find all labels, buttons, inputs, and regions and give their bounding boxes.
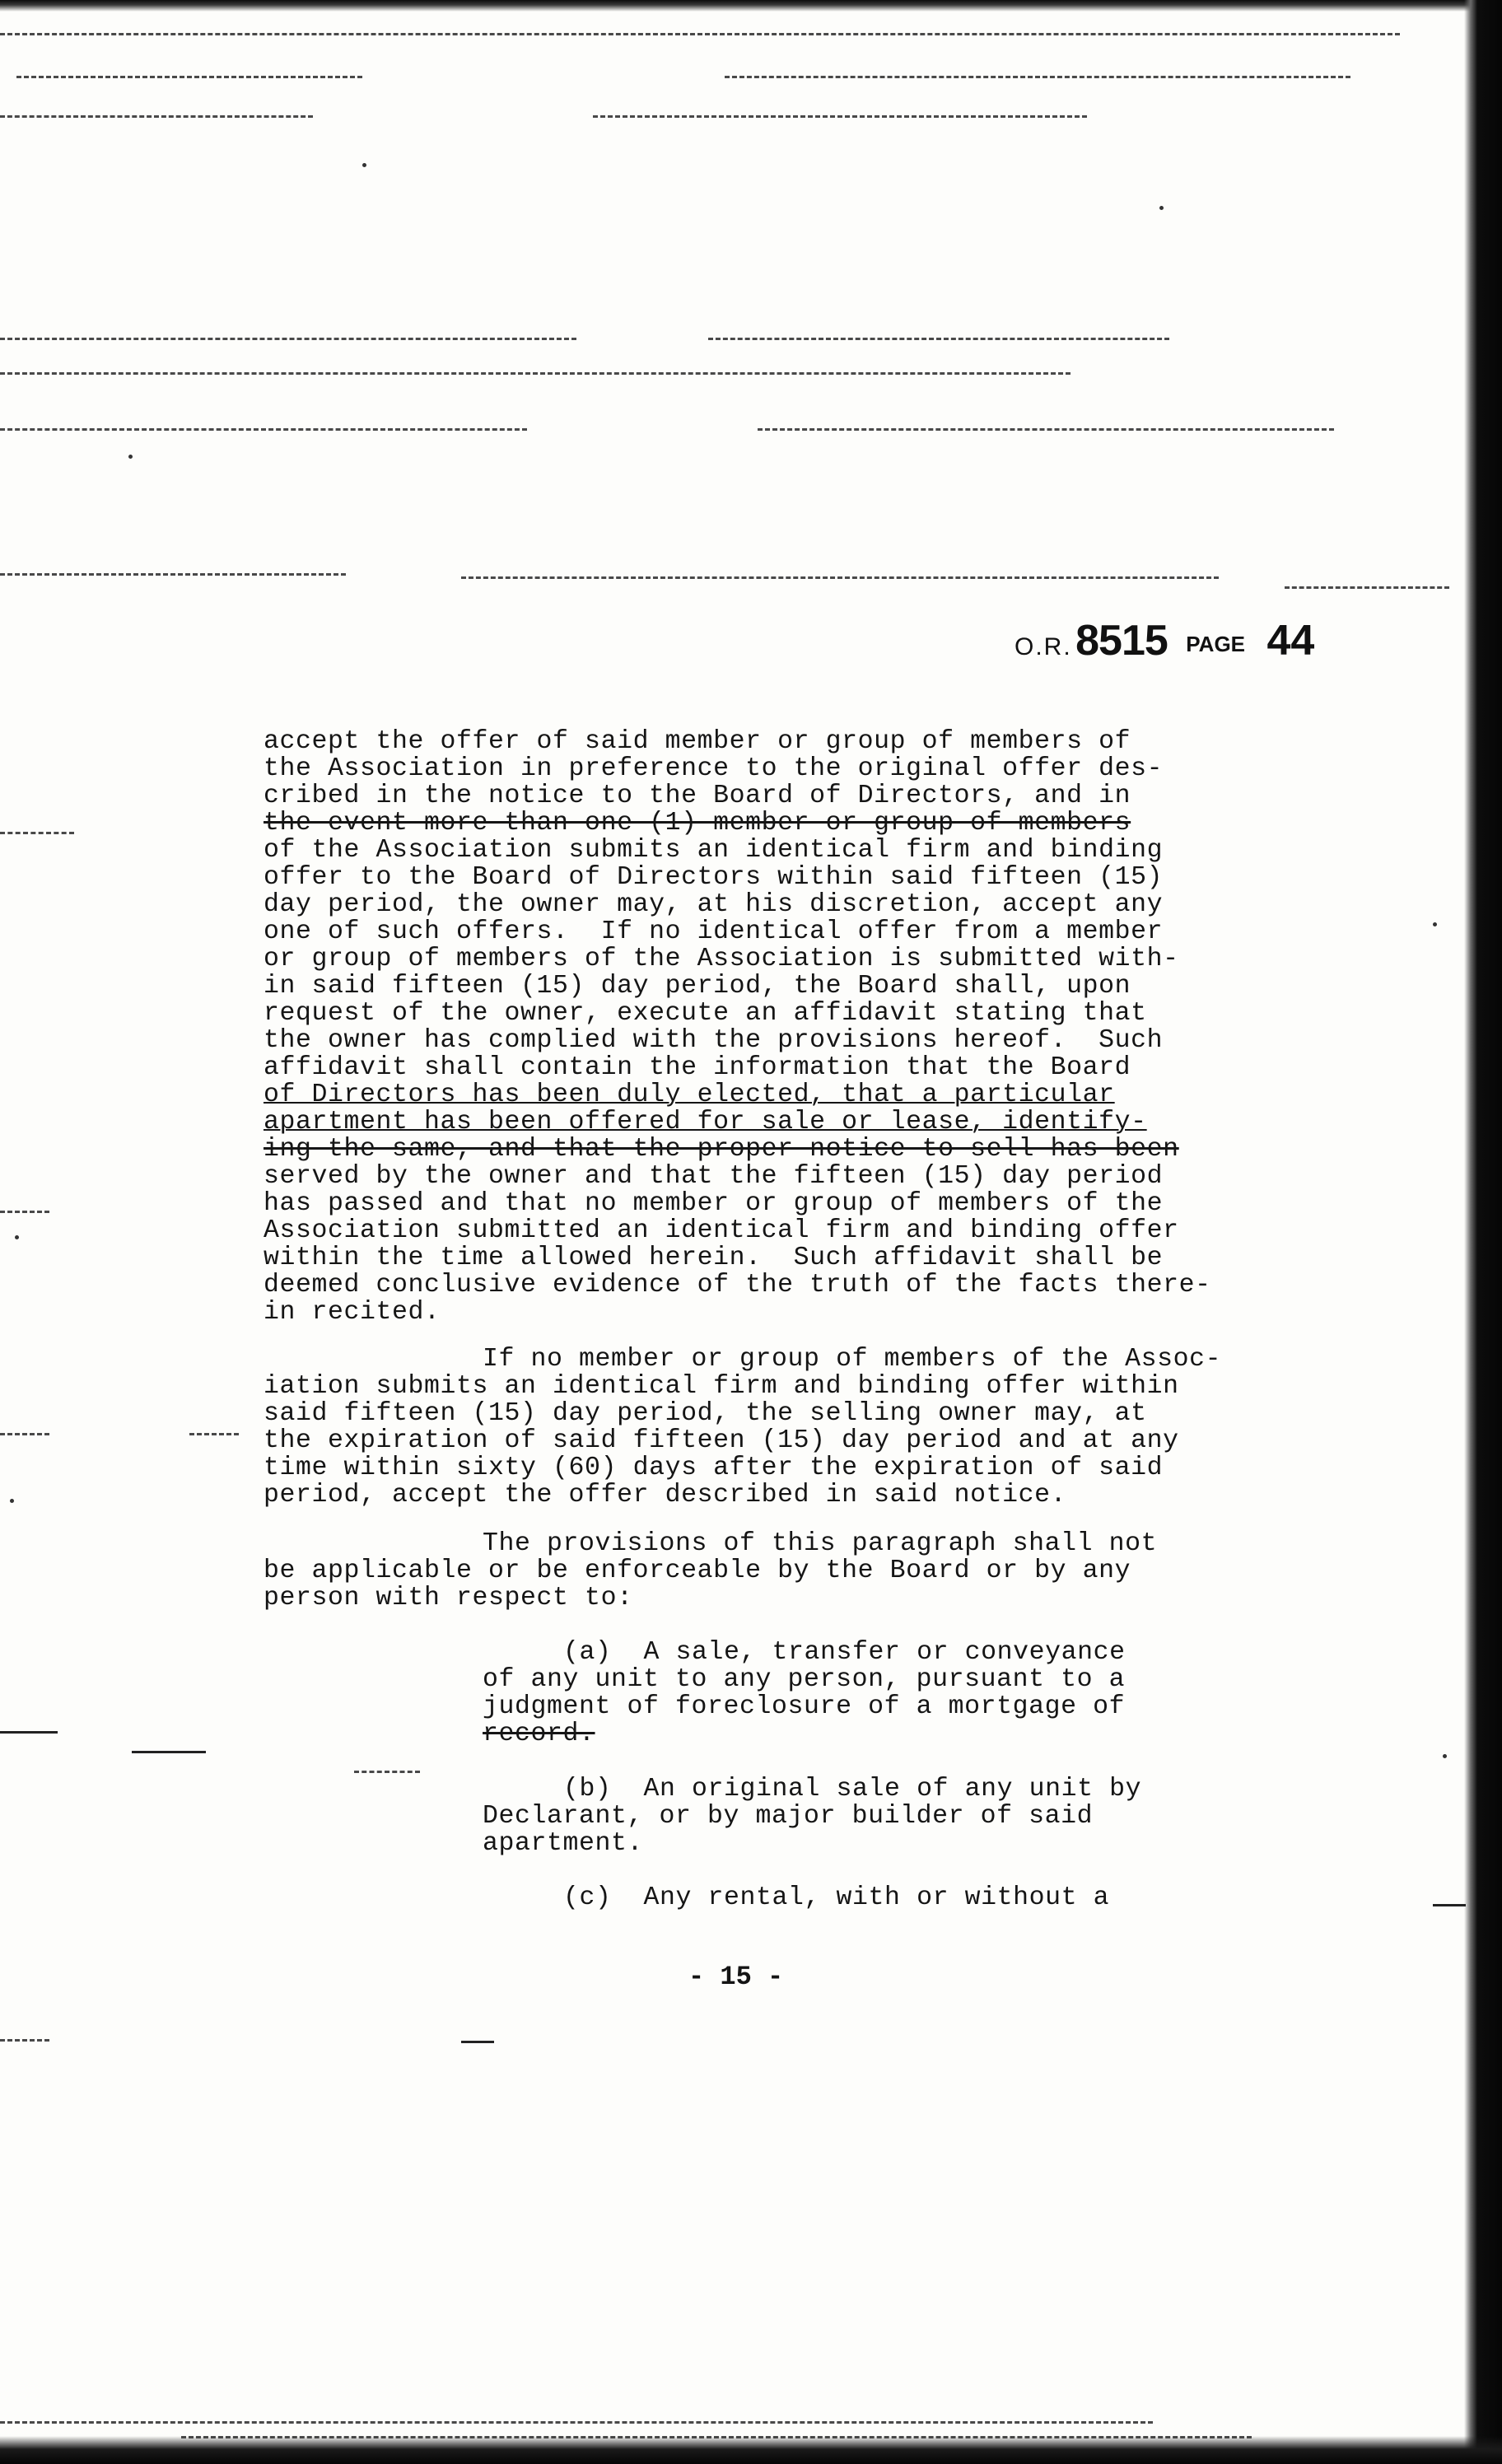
scan-speck [1433,922,1437,926]
text-line: (a) A sale, transfer or conveyance [563,1638,1126,1667]
text-line: offer to the Board of Directors within said fifteen (15) [264,863,1164,892]
scan-speck [362,163,366,167]
scan-artifact-line [0,573,346,576]
scan-artifact-line [1285,586,1449,589]
scan-artifact-line [132,1751,206,1753]
text-line: within the time allowed herein. Such affidavit shall be [264,1244,1164,1272]
text-line: time within sixty (60) days after the expiration of said [264,1454,1164,1482]
scan-artifact-line [0,33,1400,35]
scan-artifact-line [0,115,313,118]
scan-artifact-line [461,576,1219,579]
text-line: accept the offer of said member or group of members of [264,727,1131,756]
struck-text-line: the event more than one (1) member or group of members [264,809,1131,838]
text-line: (b) An original sale of any unit by [563,1775,1142,1804]
stamp-book-number: 8515 [1075,617,1168,665]
text-line: If no member or group of members of the Assoc- [483,1345,1222,1374]
text-line: of any unit to any person, pursuant to a [483,1665,1126,1694]
text-line: or group of members of the Association is submitted with- [264,945,1179,973]
text-line: the Association in preference to the original offer des- [264,754,1164,783]
scan-artifact-line [189,1433,239,1435]
text-line: has passed and that no member or group of members of the [264,1189,1164,1218]
stamp-prefix: O.R. [1015,633,1072,660]
text-line: day period, the owner may, at his discretion, accept any [264,890,1164,919]
text-line: person with respect to: [264,1584,633,1612]
scan-artifact-line [0,372,1071,375]
scan-edge-bottom [0,2436,1502,2464]
text-line: the expiration of said fifteen (15) day period and at any [264,1426,1179,1455]
text-line: served by the owner and that the fifteen (15) day period [264,1162,1164,1191]
text-line: be applicable or be enforceable by the Board or by any [264,1556,1131,1585]
text-line: iation submits an identical firm and binding offer within [264,1372,1179,1401]
text-line: Association submitted an identical firm and binding offer [264,1216,1179,1245]
scan-artifact-line [593,115,1087,118]
scan-artifact-line [758,428,1334,431]
scan-speck [1159,206,1164,210]
stamp-page-word: PAGE [1186,632,1246,656]
text-line: of the Association submits an identical firm and binding [264,836,1164,865]
scan-artifact-line [0,1433,49,1435]
scan-speck [15,1235,19,1239]
underlined-text-line: of Directors has been duly elected, that a particular [264,1080,1115,1109]
scan-artifact-line [181,2436,1252,2438]
scan-speck [10,1499,14,1503]
text-line: request of the owner, execute an affidavit stating that [264,999,1147,1028]
text-line: apartment. [483,1829,644,1858]
scan-artifact-line [16,76,362,78]
scan-artifact-line [0,2039,49,2042]
text-line: in recited. [264,1298,441,1327]
scan-artifact-line [725,76,1350,78]
text-line: judgment of foreclosure of a mortgage of [483,1692,1126,1721]
scan-artifact-line [0,428,527,431]
text-line: the owner has complied with the provisions hereof. Such [264,1026,1164,1055]
text-line: said fifteen (15) day period, the selling owner may, at [264,1399,1147,1428]
text-line: Declarant, or by major builder of said [483,1802,1094,1831]
scan-speck [1443,1754,1447,1758]
text-line: cribed in the notice to the Board of Directors, and in [264,782,1131,810]
scan-artifact-line [461,2041,494,2043]
text-line: in said fifteen (15) day period, the Board shall, upon [264,972,1131,1001]
scan-edge-top [0,0,1502,12]
struck-text-line: ing the same, and that the proper notice to sell has been [264,1135,1179,1164]
page-number: - 15 - [688,1962,784,1992]
text-line: deemed conclusive evidence of the truth of the facts there- [264,1271,1211,1300]
text-line: (c) Any rental, with or without a [563,1883,1110,1912]
scan-edge-right [1464,0,1502,2464]
text-line: affidavit shall contain the information that the Board [264,1053,1131,1082]
struck-text-line: record. [483,1720,595,1748]
scan-artifact-line [0,338,576,340]
text-line: The provisions of this paragraph shall not [483,1529,1158,1558]
scan-artifact-line [708,338,1169,340]
recording-stamp [1015,616,1314,665]
scan-artifact-line [0,1211,49,1213]
scan-artifact-line [0,2421,1153,2424]
scan-artifact-line [354,1771,420,1773]
scan-artifact-line [1433,1904,1466,1906]
stamp-page-number: 44 [1266,617,1315,665]
text-line: one of such offers. If no identical offer from a member [264,917,1164,946]
scan-artifact-line [0,1731,58,1734]
scan-speck [128,455,133,459]
text-line: period, accept the offer described in said notice. [264,1481,1067,1510]
scan-artifact-line [0,832,74,834]
underlined-text-line: apartment has been offered for sale or lease, identify- [264,1108,1147,1136]
